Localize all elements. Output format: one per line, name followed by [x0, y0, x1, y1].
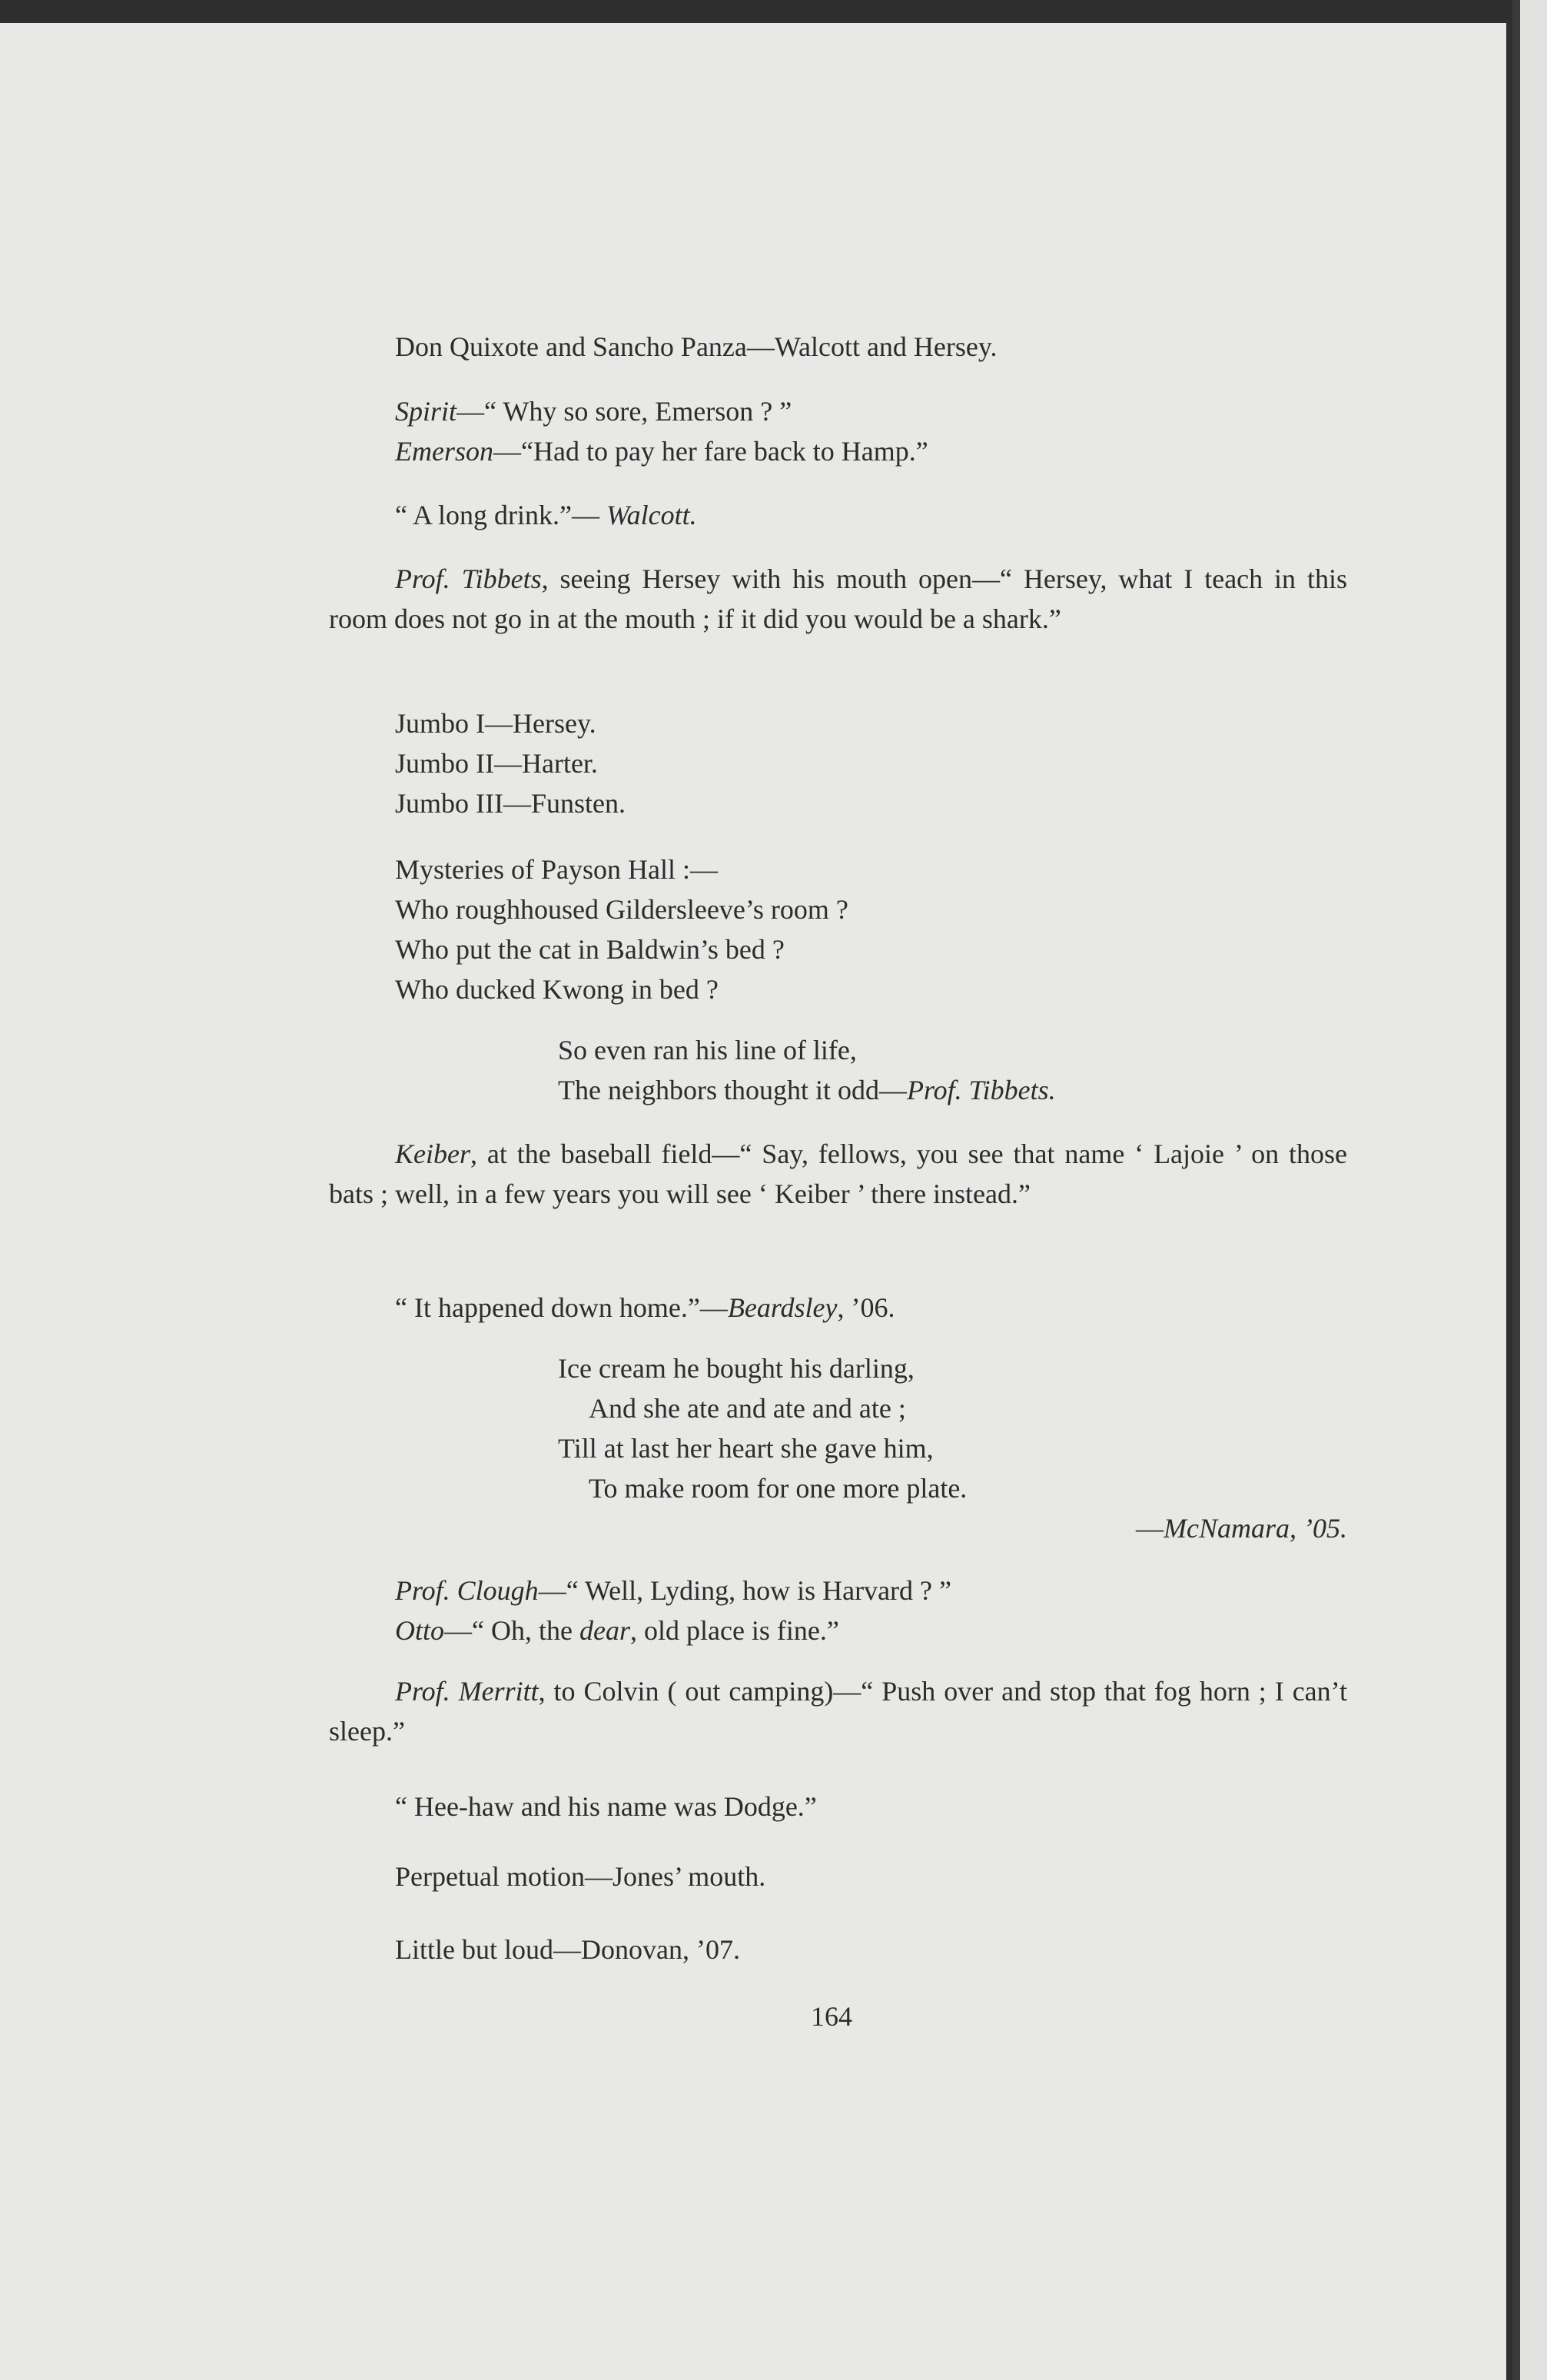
poem-attribution: —McNamara, ’05. [1136, 1513, 1347, 1544]
poem-line-1: Ice cream he bought his darling, [558, 1353, 915, 1384]
line-emerson: Emerson—“Had to pay her fare back to Hamp.” [395, 436, 928, 467]
poem-line-2: And she ate and ate and ate ; [589, 1393, 906, 1424]
line-hee-haw: “ Hee-haw and his name was Dodge.” [395, 1791, 817, 1822]
line-perpetual: Perpetual motion—Jones’ mouth. [395, 1861, 766, 1892]
line-don-quixote: Don Quixote and Sancho Panza—Walcott and Hersey. [395, 331, 998, 362]
line-otto: Otto—“ Oh, the dear, old place is fine.” [395, 1615, 839, 1646]
line-mystery-2: Who put the cat in Baldwin’s bed ? [395, 934, 785, 965]
line-little-loud: Little but loud—Donovan, ’07. [395, 1934, 740, 1965]
page-edge [1512, 0, 1547, 2380]
para-tibbets: Prof. Tibbets, seeing Hersey with his mouth open—“ Hersey, what I teach in this room does not go in at the mouth ; if it did you would be a shark.” [329, 563, 1347, 634]
line-jumbo-2: Jumbo II—Harter. [395, 748, 598, 779]
line-happened: “ It happened down home.”—Beardsley, ’06. [395, 1292, 895, 1323]
line-long-drink: “ A long drink.”— Walcott. [395, 500, 697, 530]
line-clough: Prof. Clough—“ Well, Lyding, how is Harvard ? ” [395, 1575, 951, 1606]
poem-line-3: Till at last her heart she gave him, [558, 1433, 934, 1464]
line-mysteries: Mysteries of Payson Hall :— [395, 854, 718, 885]
verse-line-1: So even ran his line of life, [558, 1035, 857, 1065]
verse-line-2: The neighbors thought it odd—Prof. Tibbets. [558, 1075, 1056, 1105]
line-jumbo-1: Jumbo I—Hersey. [395, 708, 596, 739]
line-mystery-1: Who roughhoused Gildersleeve’s room ? [395, 894, 848, 925]
poem-line-4: To make room for one more plate. [589, 1473, 968, 1504]
line-jumbo-3: Jumbo III—Funsten. [395, 788, 626, 819]
line-mystery-3: Who ducked Kwong in bed ? [395, 974, 719, 1005]
line-spirit: Spirit—“ Why so sore, Emerson ? ” [395, 396, 792, 427]
para-keiber: Keiber, at the baseball field—“ Say, fellows, you see that name ‘ Lajoie ’ on those bats ; well, in a few years you will see ‘ Keiber ’ there instead.” [329, 1138, 1347, 1209]
page-number: 164 [811, 2001, 852, 2032]
para-merritt: Prof. Merritt, to Colvin ( out camping)—“ Push over and stop that fog horn ; I can’t sleep.” [329, 1676, 1347, 1747]
